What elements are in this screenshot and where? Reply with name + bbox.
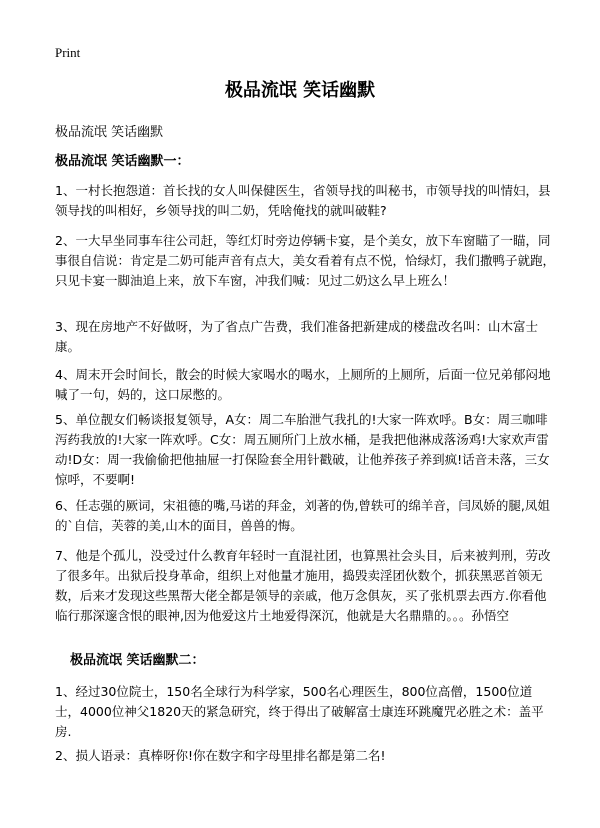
section-heading-1: 极品流氓 笑话幽默一： xyxy=(55,154,190,169)
page-subtitle: 极品流氓 笑话幽默 xyxy=(55,125,164,140)
paragraph: 7、他是个孤儿，没受过什么教育年轻时一直混社团，也算黑社会头目，后来被判刑，劳改了很多年。出狱后投身革命，组织上对他量才施用，捣毁卖淫团伙数个，抓获黑恶首领无数，后来才发现这些黑帮大佬全都是领导的亲戚，他万念俱灰，买了张机票去西方.你看他临行那深邃含恨的眼神,因为他爱这片土地爱得深沉，他就是大名鼎鼎的。。。孙悟空 xyxy=(55,548,551,623)
paragraph: 2、一大早坐同事车往公司赶，等红灯时旁边停辆卡宴，是个美女，放下车窗瞄了一瞄，同事很自信说：肯定是二奶可能声音有点大，美女看着有点不悦，恰绿灯，我们撒鸭子就跑，只见卡宴一脚油追上来，放下车窗，冲我们喊：见过二奶这么早上班么！ xyxy=(55,233,556,288)
print-label[interactable]: Print xyxy=(55,45,81,60)
paragraph: 2、损人语录：真棒呀你!你在数字和字母里排名都是第二名! xyxy=(55,748,386,763)
paragraph: 5、单位靓女们畅谈报复领导，A女：周二车胎泄气我扎的!大家一阵欢呼。B女：周三咖啡泻药我放的!大家一阵欢呼。C女：周五厕所门上放水桶，是我把他淋成落汤鸡!大家欢声雷动!D女：周一我偷偷把他抽屉一打保险套全用针戳破，让他养孩子养到疯!话音未落，三女惊呼，不要啊! xyxy=(55,412,550,487)
paragraph: 4、周末开会时间长，散会的时候大家喝水的喝水，上厕所的上厕所，后面一位兄弟郁闷地喊了一句，妈的，这口尿憋的。 xyxy=(55,367,551,402)
paragraph: 6、任志强的厥词，宋祖德的嘴,马诺的拜金，刘著的伪,曾轶可的绵羊音，闫凤娇的腿,凤姐的`自信，芙蓉的美,山木的面目，兽兽的悔。 xyxy=(55,498,550,533)
paragraph: 1、一村长抱怨道：首长找的女人叫保健医生，省领导找的叫秘书，市领导找的叫情妇，县领导找的叫相好，乡领导找的叫二奶，凭啥俺找的就叫破鞋? xyxy=(55,183,551,218)
section-heading-2: 极品流氓 笑话幽默二： xyxy=(70,653,205,668)
page-title: 极品流氓 笑话幽默 xyxy=(224,80,376,101)
paragraph: 1、经过30位院士，150名全球行为科学家，500名心理医生，800位高僧，1500位道士，4000位神父1820天的紧急研究，终于得出了破解富士康连环跳魔咒必胜之术：盖平房. xyxy=(55,684,544,739)
paragraph: 3、现在房地产不好做呀，为了省点广告费，我们准备把新建成的楼盘改名叫：山木富士康。 xyxy=(55,319,538,354)
